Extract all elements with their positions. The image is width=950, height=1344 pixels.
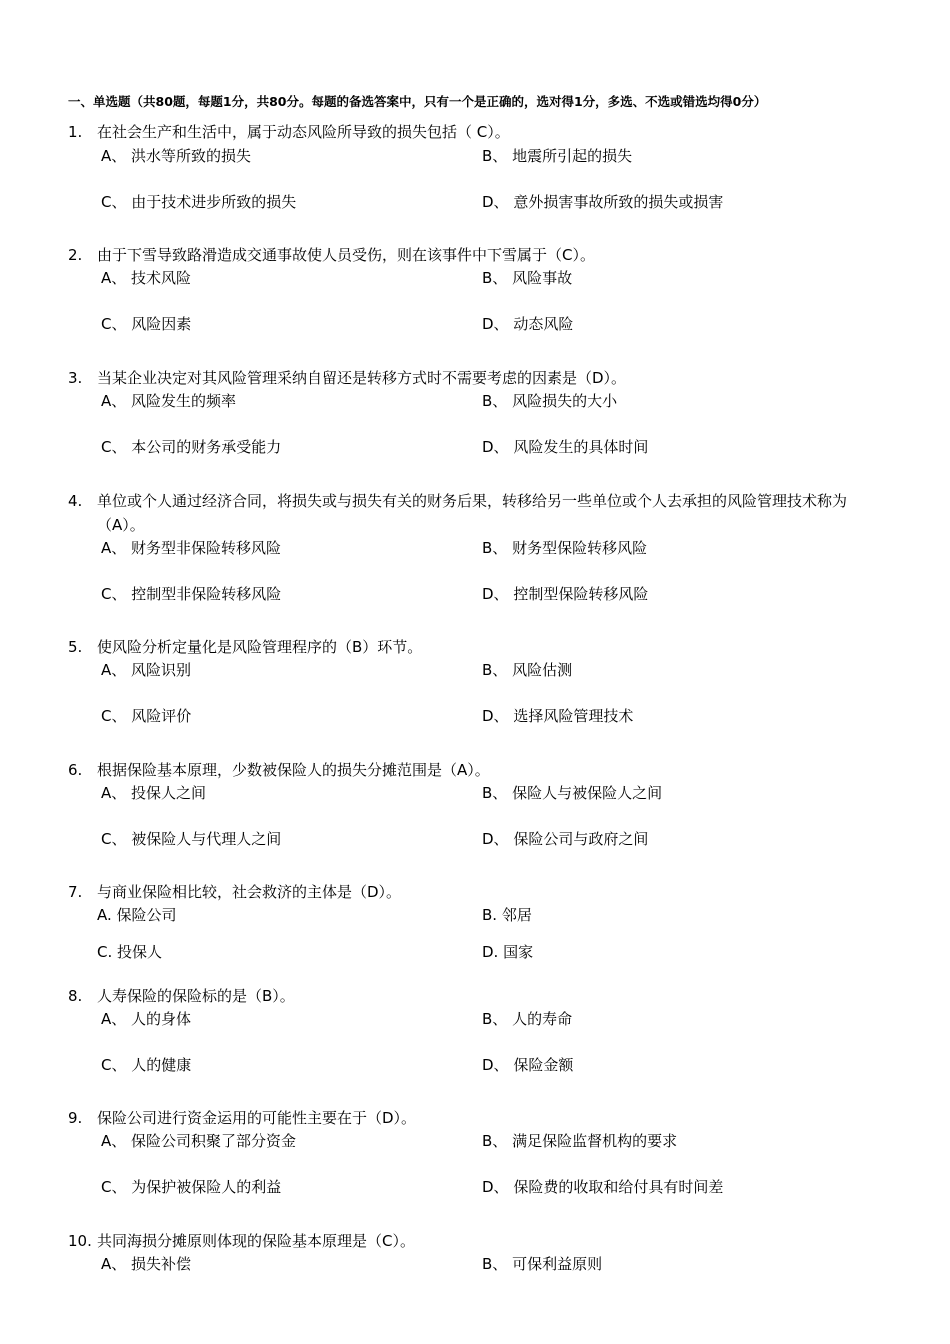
option-b: [482, 1254, 602, 1274]
option-text: 风险估测: [512, 661, 573, 679]
option-text: 风险评价: [131, 707, 192, 725]
question-number: 5.: [68, 638, 83, 656]
option-b: [482, 268, 572, 288]
option-letter: A、: [101, 1010, 127, 1028]
option-text: 风险事故: [512, 269, 573, 287]
option-d: [482, 314, 573, 334]
option-text: 投保人: [117, 943, 163, 961]
option-letter: B、: [482, 269, 508, 287]
option-text: 本公司的财务承受能力: [131, 438, 282, 456]
option-text: 动态风险: [513, 315, 574, 333]
option-letter: B、: [482, 1132, 508, 1150]
question-stem: [68, 489, 888, 537]
question-6: [68, 758, 888, 782]
option-letter: A、: [101, 392, 127, 410]
option-letter: C、: [101, 315, 127, 333]
option-d: [482, 942, 533, 962]
option-c: [101, 314, 191, 334]
option-letter: A、: [101, 661, 127, 679]
question-text: 保险公司进行资金运用的可能性主要在于（D）。: [97, 1109, 417, 1127]
option-letter: A、: [101, 269, 127, 287]
option-c: [101, 706, 191, 726]
option-letter: D、: [482, 193, 509, 211]
option-text: 风险发生的频率: [131, 392, 237, 410]
option-letter: A、: [101, 784, 127, 802]
option-letter: A、: [101, 147, 127, 165]
question-text: 共同海损分摊原则体现的保险基本原理是（C）。: [97, 1232, 415, 1250]
option-d: [482, 829, 648, 849]
option-c: [101, 437, 281, 457]
question-number: 6.: [68, 761, 83, 779]
question-number: 3.: [68, 369, 83, 387]
option-c: [101, 584, 281, 604]
option-text: 被保险人与代理人之间: [131, 830, 282, 848]
option-text: 人的健康: [131, 1056, 192, 1074]
option-letter: C、: [101, 1056, 127, 1074]
option-text: 保险金额: [513, 1056, 574, 1074]
question-5: [68, 635, 888, 659]
option-d: [482, 192, 723, 212]
option-c: [101, 829, 281, 849]
question-stem: [68, 880, 888, 904]
option-b: [482, 660, 572, 680]
option-text: 满足保险监督机构的要求: [512, 1132, 678, 1150]
question-4: [68, 489, 888, 537]
question-stem: [68, 243, 888, 267]
option-a: [101, 660, 191, 680]
option-text: 保险公司: [116, 906, 177, 924]
option-letter: D、: [482, 585, 509, 603]
option-a: [101, 1254, 191, 1274]
option-letter: B、: [482, 784, 508, 802]
question-stem: [68, 366, 888, 390]
option-letter: D、: [482, 1056, 509, 1074]
question-3: [68, 366, 888, 390]
question-number: 7.: [68, 883, 83, 901]
section-header: 一、单选题（共80题，每题1分，共80分。每题的备选答案中，只有一个是正确的，选对得1分，多选、不选或错选均得0分）: [68, 94, 767, 109]
option-text: 投保人之间: [131, 784, 207, 802]
question-text: 在社会生产和生活中，属于动态风险所导致的损失包括（ C）。: [97, 123, 510, 141]
question-stem: [68, 120, 888, 144]
option-b: [482, 538, 647, 558]
question-text: 与商业保险相比较，社会救济的主体是（D）。: [97, 883, 402, 901]
question-stem: [68, 984, 888, 1008]
option-letter: A、: [101, 1255, 127, 1273]
option-b: [482, 391, 617, 411]
option-letter: C、: [101, 193, 127, 211]
option-text: 为保护被保险人的利益: [131, 1178, 282, 1196]
option-letter: C、: [101, 585, 127, 603]
option-a: [101, 783, 206, 803]
question-2: [68, 243, 888, 267]
option-a: [97, 905, 177, 925]
option-letter: B、: [482, 392, 508, 410]
option-text: 保险费的收取和给付具有时间差: [513, 1178, 724, 1196]
option-letter: A.: [97, 906, 112, 924]
option-letter: C.: [97, 943, 113, 961]
question-1: [68, 120, 888, 144]
option-letter: D.: [482, 943, 499, 961]
option-letter: D、: [482, 315, 509, 333]
option-letter: A、: [101, 539, 127, 557]
option-text: 风险识别: [131, 661, 192, 679]
question-text: 由于下雪导致路滑造成交通事故使人员受伤，则在该事件中下雪属于（C）。: [97, 246, 595, 264]
option-c: [101, 1055, 191, 1075]
question-stem: [68, 1229, 888, 1253]
option-b: [482, 1131, 677, 1151]
option-letter: A、: [101, 1132, 127, 1150]
option-letter: B、: [482, 661, 508, 679]
option-letter: B、: [482, 1255, 508, 1273]
option-letter: D、: [482, 438, 509, 456]
option-letter: D、: [482, 830, 509, 848]
option-d: [482, 706, 633, 726]
question-8: [68, 984, 888, 1008]
option-b: [482, 1009, 572, 1029]
option-text: 保险公司与政府之间: [513, 830, 649, 848]
question-number: 4.: [68, 492, 83, 510]
question-number: 9.: [68, 1109, 83, 1127]
option-a: [101, 1009, 191, 1029]
option-text: 人的寿命: [512, 1010, 573, 1028]
option-text: 财务型保险转移风险: [512, 539, 648, 557]
option-text: 控制型保险转移风险: [513, 585, 649, 603]
option-text: 损失补偿: [131, 1255, 192, 1273]
question-number: 8.: [68, 987, 83, 1005]
question-text: 当某企业决定对其风险管理采纳自留还是转移方式时不需要考虑的因素是（D）。: [97, 369, 627, 387]
option-letter: D、: [482, 707, 509, 725]
question-text: 单位或个人通过经济合同，将损失或与损失有关的财务后果，转移给另一些单位或个人去承担的风险管理技术称为（A）。: [97, 492, 848, 534]
option-letter: B、: [482, 147, 508, 165]
question-text: 人寿保险的保险标的是（B）。: [97, 987, 295, 1005]
question-10: [68, 1229, 888, 1253]
question-7: [68, 880, 888, 904]
question-number: 10.: [68, 1232, 92, 1250]
option-text: 保险公司积聚了部分资金: [131, 1132, 297, 1150]
question-text: 使风险分析定量化是风险管理程序的（B）环节。: [97, 638, 423, 656]
option-text: 选择风险管理技术: [513, 707, 634, 725]
option-text: 洪水等所致的损失: [131, 147, 252, 165]
option-d: [482, 1177, 723, 1197]
option-a: [101, 391, 236, 411]
question-number: 2.: [68, 246, 83, 264]
question-text: 根据保险基本原理，少数被保险人的损失分摊范围是（A）。: [97, 761, 490, 779]
option-letter: C、: [101, 830, 127, 848]
option-a: [101, 1131, 296, 1151]
option-text: 意外损害事故所致的损失或损害: [513, 193, 724, 211]
option-letter: B.: [482, 906, 498, 924]
option-text: 邻居: [501, 906, 532, 924]
option-text: 国家: [503, 943, 534, 961]
option-a: [101, 268, 191, 288]
option-text: 保险人与被保险人之间: [512, 784, 663, 802]
option-b: [482, 905, 532, 925]
option-letter: C、: [101, 707, 127, 725]
option-text: 风险因素: [131, 315, 192, 333]
option-letter: C、: [101, 438, 127, 456]
option-d: [482, 1055, 573, 1075]
option-c: [97, 942, 162, 962]
question-number: 1.: [68, 123, 83, 141]
option-d: [482, 437, 648, 457]
question-stem: [68, 635, 888, 659]
option-text: 技术风险: [131, 269, 192, 287]
option-text: 控制型非保险转移风险: [131, 585, 282, 603]
option-a: [101, 538, 281, 558]
question-stem: [68, 1106, 888, 1130]
option-text: 可保利益原则: [512, 1255, 603, 1273]
option-text: 财务型非保险转移风险: [131, 539, 282, 557]
question-9: [68, 1106, 888, 1130]
option-letter: C、: [101, 1178, 127, 1196]
option-text: 人的身体: [131, 1010, 192, 1028]
option-a: [101, 146, 251, 166]
option-text: 风险发生的具体时间: [513, 438, 649, 456]
option-b: [482, 146, 632, 166]
option-d: [482, 584, 648, 604]
option-letter: D、: [482, 1178, 509, 1196]
option-c: [101, 1177, 281, 1197]
option-letter: B、: [482, 1010, 508, 1028]
option-text: 风险损失的大小: [512, 392, 618, 410]
question-stem: [68, 758, 888, 782]
option-text: 由于技术进步所致的损失: [131, 193, 297, 211]
option-b: [482, 783, 662, 803]
option-c: [101, 192, 296, 212]
option-letter: B、: [482, 539, 508, 557]
option-text: 地震所引起的损失: [512, 147, 633, 165]
